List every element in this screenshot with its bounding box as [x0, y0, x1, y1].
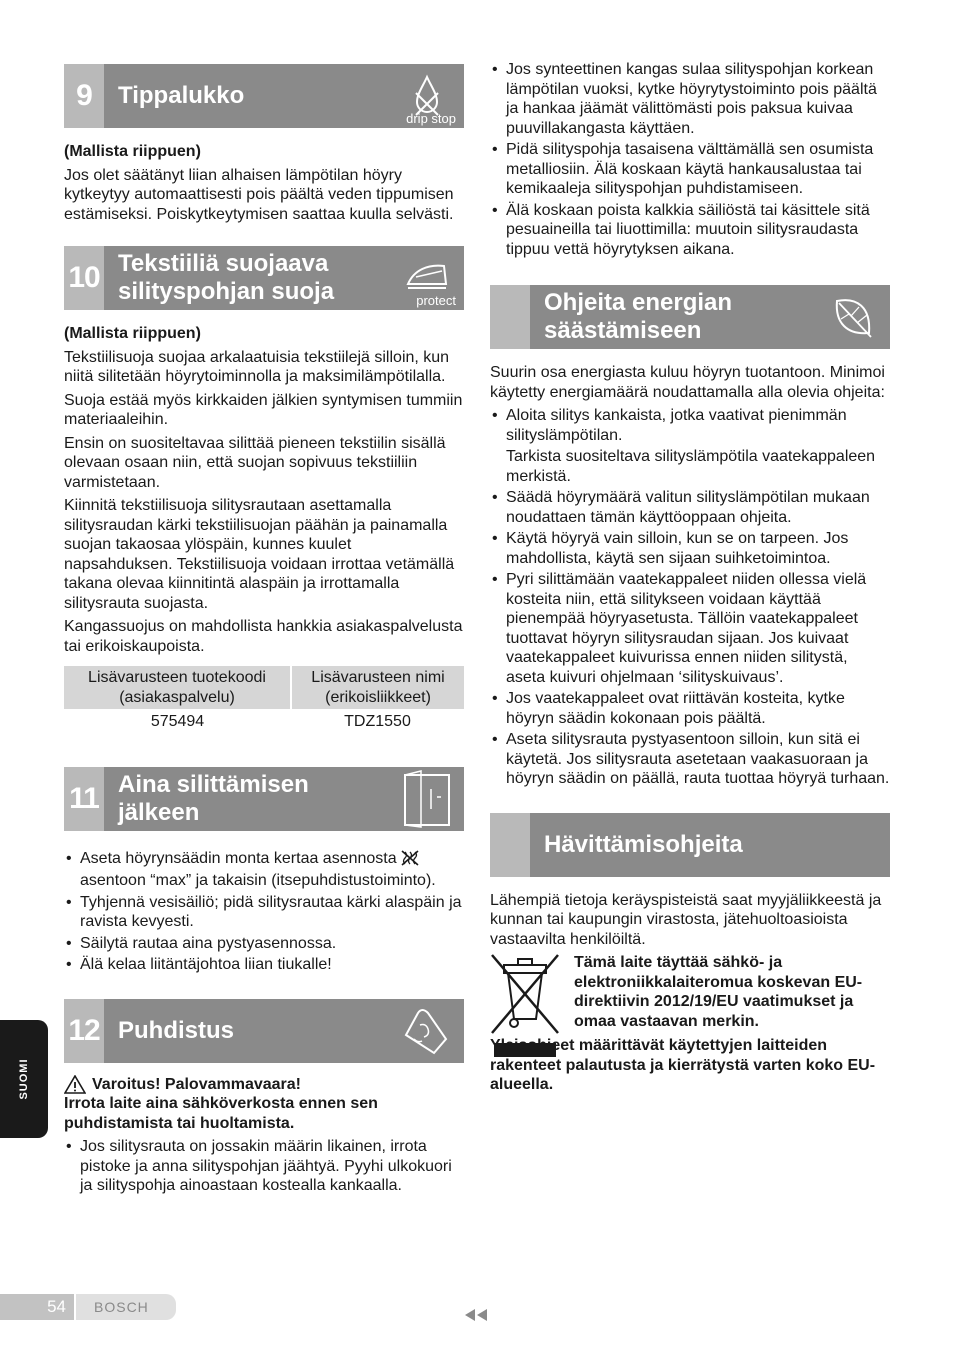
paragraph: Suoja estää myös kirkkaiden jälkien syntymisen tummiin materiaaleihin.	[64, 391, 463, 428]
disposal-intro: Lähempiä tietoja keräyspisteistä saat myyjäliikkeestä ja kunnan tai kaupungin virastosta, jätehuoltoasioista vastaavilta henkilöiltä.	[490, 891, 882, 948]
list-item: • Aseta silitysrauta pystyasentoon silloin, kun sitä ei käytetä. Jos silitysrauta asetetaan vaakasuoraan ja höyryn säädin on päällä, rauta tuottaa höyryä turhaan.	[490, 730, 890, 789]
section-number: 10	[64, 246, 104, 310]
left-column	[64, 64, 464, 1198]
no-steam-icon	[401, 850, 419, 872]
section-12-header	[64, 999, 464, 1063]
section-title-line1: Ohjeita energian	[544, 289, 733, 316]
list-item: • Älä koskaan poista kalkkia säiliöstä tai käsittele sitä pesuaineilla tai liuottimilla: muutoin silitysraudasta tippuu vettä höyrytyksen aikana.	[490, 201, 890, 260]
paragraph: Kangassuojus on mahdollista hankkia asiakaspalvelusta tai erikoiskaupoista.	[64, 618, 463, 655]
list-item: • Käytä höyryä vain silloin, kun se on tarpeen. Jos mahdollista, käytä sen sijaan suihketoimintoa.	[490, 529, 890, 568]
energy-intro: Suurin osa energiasta kuluu höyryn tuotantoon. Minimoi käytetty energiamäärä noudattamalla alla olevia ohjeita:	[490, 364, 885, 401]
energy-list	[490, 406, 890, 789]
section-title	[104, 246, 390, 310]
section-title-line2: säästämiseen	[544, 317, 702, 344]
section-title-line1: Tekstiiliä suojaava	[118, 250, 329, 277]
list-item: • Aseta höyrynsäädin monta kertaa asennosta asentoon “max” ja takaisin (itsepuhdistustoiminto).	[64, 849, 464, 891]
list-item-note: Tarkista suositeltava silityslämpötila vaatekappaleen merkistä.	[506, 448, 876, 485]
section-12-list	[64, 1137, 464, 1196]
paragraph: Kiinnitä tekstiilisuoja silitysrautaan asettamalla silitysraudan kärki tekstiilisuojan päähän ja painamalla suojan takaosaa ylöspäin, kunnes kuulet napsahduksen. Tekstiilisuoja voidaan irrottaa vetämällä takana olevaa kiinnitintä alaspäin ja irrottamalla silitysrauta suojasta.	[64, 497, 455, 612]
section-number: 9	[64, 64, 104, 128]
disposal-directive-text: Tämä laite täyttää sähkö- ja elektroniikkalaiteromua koskevan EU-direktiivin 2012/19/EU vaatimukset ja omaa vastaavan merkin.	[574, 954, 863, 1030]
list-item: • Säilytä rautaa aina pystyasennossa.	[64, 934, 464, 954]
warning-triangle-icon	[64, 1075, 86, 1094]
list-item: • Jos vaatekappaleet ovat riittävän kosteita, kytke höyryn säädin kokonaan pois päältä.	[490, 689, 890, 728]
section-title: Puhdistus	[118, 1016, 235, 1044]
accessory-table	[64, 666, 464, 735]
cleaning-continued-list	[490, 60, 890, 259]
right-column	[490, 60, 890, 1099]
list-item: • Jos synteettinen kangas sulaa silityspohjan korkean lämpötilan vuoksi, kytke höyrytystoiminto pois päältä ja hankaa jäämät välittömästi pois paksua kuivaa puuvillakangasta käyttäen.	[490, 60, 890, 138]
list-item: • Tyhjennä vesisäiliö; pidä silitysrautaa kärki alaspäin ja ravista kevyesti.	[64, 893, 464, 932]
list-item: • Pyri silittämään vaatekappaleet niiden ollessa vielä kosteita niin, että silitykseen voidaan käyttää pienempää höyryasetusta. Tällöin vaatekappaleet tuottavat höyryn silitysraudan sijaan. Jos kuivaat vaatekappaleet kuivurissa ennen niiden silitystä, aseta kuivuri ohjelmaan ‘silityskuivaus’.	[490, 570, 890, 687]
section-title: Hävittämisohjeita	[544, 830, 743, 858]
model-note: (Mallista riippuen)	[64, 325, 201, 342]
list-item: • Säädä höyrymäärä valitun silityslämpötilan mukaan noudattaen tämän käyttöoppaan ohjeita.	[490, 488, 890, 527]
section-title-line2: silityspohjan suoja	[118, 278, 335, 305]
section-9-text: Jos olet säätänyt liian alhaisen lämpötilan höyry kytkeytyy automaattisesti pois päältä veden tippumisen estämiseksi. Poiskytkeytymisen saattaa kuulla selvästi.	[64, 166, 454, 223]
section-title-line2: jälkeen	[118, 798, 200, 826]
list-item: • Älä kelaa liitäntäjohtoa liian tiukalle!	[64, 955, 464, 975]
brand-label: BOSCH	[76, 1294, 176, 1320]
icon-caption: drip stop	[406, 111, 456, 126]
table-header-code: Lisävarusteen tuotekoodi (asiakaspalvelu)	[64, 666, 291, 709]
section-11-header	[64, 767, 464, 831]
back-arrows-icon[interactable]	[463, 1308, 489, 1327]
table-header-name: Lisävarusteen nimi (erikoisliikkeet)	[291, 666, 464, 709]
section-title: Tippalukko	[118, 82, 245, 109]
model-note: (Mallista riippuen)	[64, 143, 201, 160]
disposal-general-text: Yleisohjeet määrittävät käytettyjen laitteiden rakenteet palautusta ja kierrätystä varten koko EU-alueella.	[490, 1037, 876, 1093]
page-number: 54	[0, 1294, 74, 1320]
section-number-blank	[490, 813, 530, 877]
section-title-line1: Aina silittämisen	[118, 770, 309, 798]
list-item: • Pidä silityspohja tasaisena välttämällä sen osumista metalliosiin. Älä koskaan käytä hankausalustaa tai kemikaaleja silityspohjan puhdistamiseen.	[490, 140, 890, 199]
protect-soleplate-icon	[390, 246, 464, 310]
section-10-header	[64, 246, 464, 310]
accessory-code: 575494	[150, 713, 205, 730]
page-footer	[0, 1294, 176, 1320]
section-title	[104, 767, 390, 831]
section-number: 11	[64, 767, 104, 831]
section-11-list	[64, 849, 464, 975]
cupboard-icon	[390, 767, 464, 831]
cleaning-hand-icon	[390, 999, 464, 1063]
warning-title: Varoitus! Palovammavaara!	[92, 1075, 301, 1093]
list-item: • Aloita silitys kankaista, jotka vaativat pienimmän silityslämpötilan.	[490, 406, 890, 445]
drip-stop-icon	[390, 64, 464, 128]
section-9-header	[64, 64, 464, 128]
disposal-header	[490, 813, 890, 877]
section-title	[530, 285, 816, 349]
section-number: 12	[64, 999, 104, 1063]
leaf-icon	[816, 285, 890, 349]
language-side-tab	[0, 1020, 48, 1138]
language-label: SUOMI	[18, 1058, 30, 1100]
section-number-blank	[490, 285, 530, 349]
accessory-name: TDZ1550	[344, 713, 411, 730]
table-row	[64, 709, 464, 735]
list-item: • Jos silitysrauta on jossakin määrin likainen, irrota pistoke ja anna silityspohjan jäähtyä. Pyyhi ulkokuori ja silityspohja ainoastaan kostealla kankaalla.	[64, 1137, 464, 1196]
paragraph: Ensin on suositeltavaa silittää pieneen tekstiilin sisällä olevaan osaan niin, että suojan sopivuus tekstiiliin varmistetaan.	[64, 434, 446, 491]
energy-header	[490, 285, 890, 349]
warning-row	[64, 1075, 464, 1095]
icon-caption: protect	[416, 293, 456, 308]
warning-text: Irrota laite aina sähköverkosta ennen sen puhdistamista tai huoltamista.	[64, 1095, 378, 1132]
paragraph: Tekstiilisuoja suojaa arkalaatuisia tekstiilejä silloin, kun niitä silitetään höyrytoiminnolla ja maksimilämpötilalla.	[64, 348, 450, 385]
